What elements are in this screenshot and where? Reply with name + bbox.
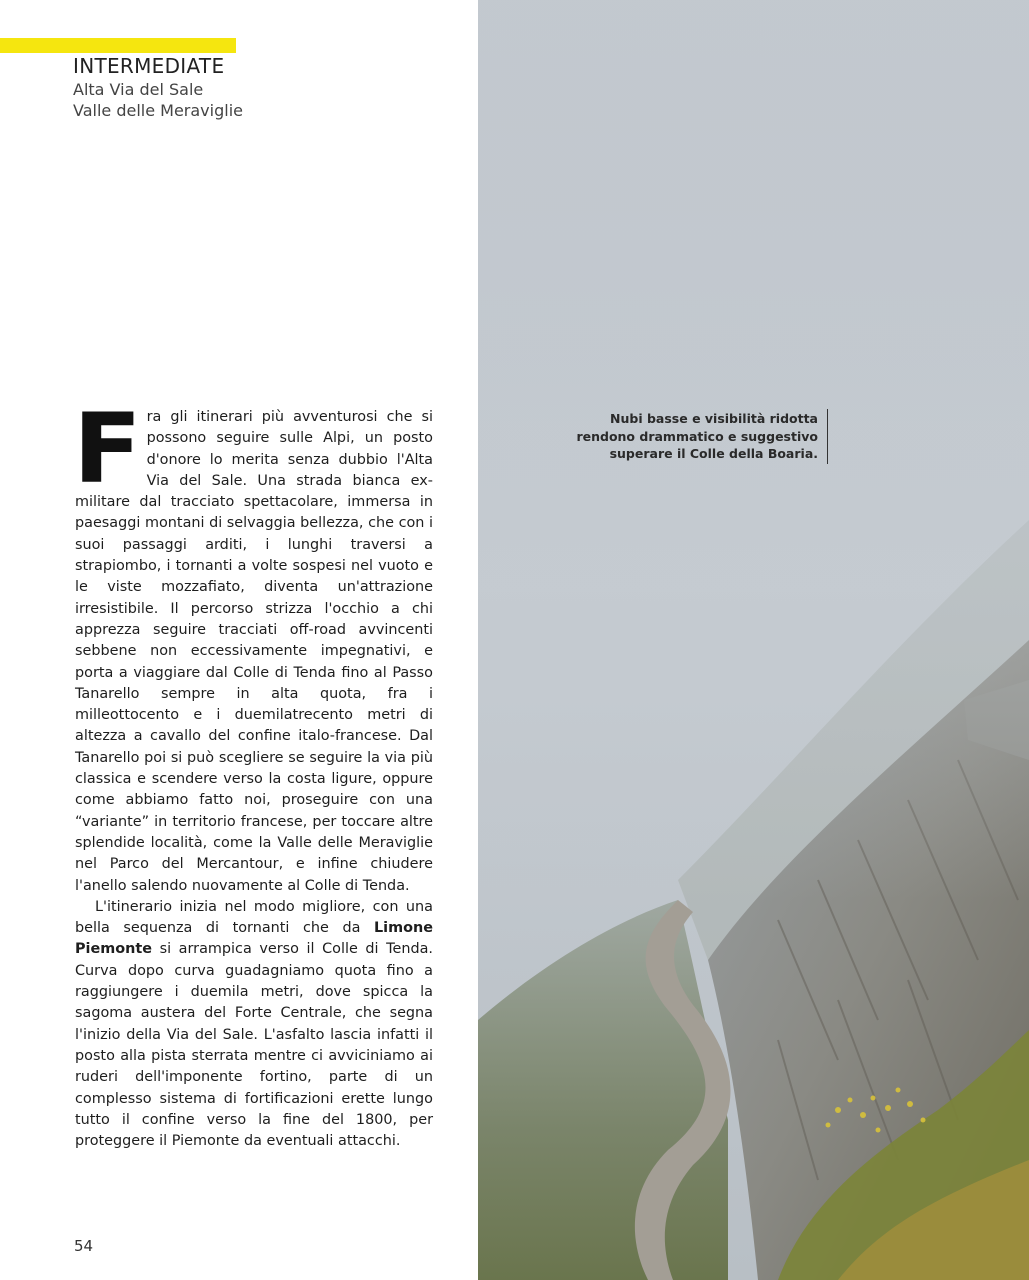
page-number: 54 (74, 1237, 94, 1255)
foggy-mountain-road-image (478, 0, 1029, 1280)
place-limone: Limone Piemonte (75, 920, 433, 958)
caption-rule (827, 409, 828, 464)
paragraph-1 (73, 393, 433, 897)
mountain-photo (478, 0, 1029, 1280)
drop-cap: F (73, 393, 142, 505)
accent-bar (0, 38, 236, 53)
difficulty-level: INTERMEDIATE (73, 54, 225, 78)
paragraph-2: L'itinerario inizia nel modo migliore, con una bella sequenza di tornanti che da Limone Piemonte si arrampica verso il Colle di Tenda. Curva dopo curva guadagniamo quota fino a raggiungere i duemila metri, dove spicca la sagoma austera del Forte Centrale, che segna l'inizio della Via del Sale. L'asfalto lascia infatti il posto alla pista sterrata mentre ci avviciniamo ai ruderi dell'imponente fortino, parte di un complesso sistema di fortificazioni erette lungo tutto il confine verso la fine del 1800, per proteggere il Piemonte da eventuali attacchi. (75, 898, 433, 1150)
article-body (73, 393, 433, 1152)
photo-caption: Nubi basse e visibilità ridotta rendono drammatico e suggestivo superare il Colle della Boaria. (576, 411, 818, 461)
area-name: Valle delle Meraviglie (73, 101, 243, 120)
route-name: Alta Via del Sale (73, 80, 204, 99)
text-column (0, 0, 478, 1280)
paragraph-1-text: ra gli itinerari più avventurosi che si possono seguire sulle Alpi, un posto d'onore lo merita senza dubbio l'Alta Via del Sale. Una strada bianca ex-militare dal tracciato spettacolare, immersa in paesaggi montani di selvaggia bellezza, che con i suoi passaggi arditi, i lunghi traversi a strapiombo, i tornanti a volte sospesi nel vuoto e le viste mozzafiato, diventa un'attrazione irresistibile. Il percorso strizza l'occhio a chi apprezza seguire tracciati off-road avvincenti sebbene non eccessivamente impegnativi, e porta a viaggiare dal Colle di Tenda fino al Passo Tanarello sempre in alta quota, fra i milleottocento e i duemilatrecento metri di altezza a cavallo del confine italo-francese. Dal Tanarello poi si può scegliere se seguire la via più classica e scendere verso la costa ligure, oppure come abbiamo fatto noi, proseguire con una “variante” in territorio francese, per toccare altre splendide località, come la Valle delle Meraviglie nel Parco del Mercantour, e infine chiudere l'anello salendo nuovamente al Colle di Tenda. (75, 409, 433, 894)
